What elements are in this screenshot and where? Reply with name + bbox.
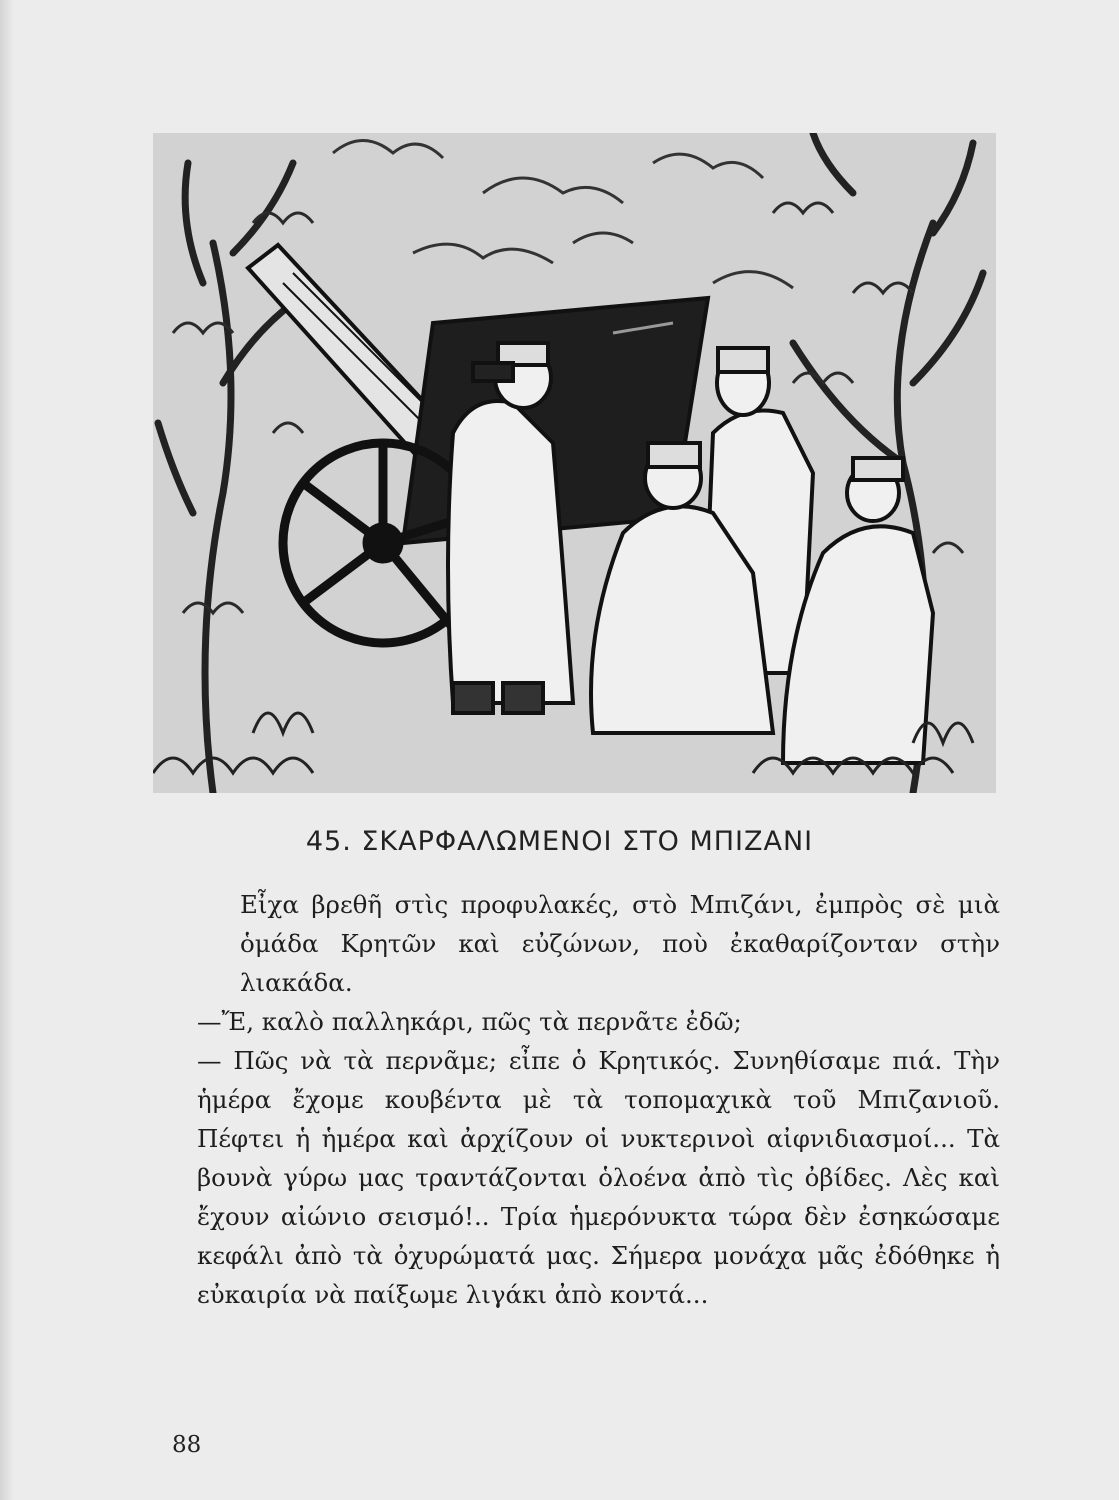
illustration-artillery-crew	[153, 133, 996, 793]
paragraph-answer: — Πῶς νὰ τὰ περνᾶμε; εἶπε ὁ Κρητικός. Συνηθίσαμε πιά. Τὴν ἡμέρα ἔχομε κουβέντα μὲ τὰ τοπομαχικὰ τοῦ Μπιζανιοῦ. Πέφτει ἡ ἡμέρα καὶ ἀρχίζουν οἱ νυκτερινοὶ αἰφνιδιασμοί... Τὰ βουνὰ γύρω μας τραντάζονται ὁλοένα ἀπὸ τὶς ὀβίδες. Λὲς καὶ ἔχουν αἰώνιο σεισμό!.. Τρία ἡμερόνυκτα τώρα δὲν ἐσηκώσαμε κεφάλι ἀπὸ τὰ ὀχυρώματά μας. Σήμερα μονάχα μᾶς ἐδόθηκε ἡ εὐκαιρία νὰ παίξωμε λιγάκι ἀπὸ κοντά...	[197, 1046, 1000, 1309]
page-number: 88	[172, 1432, 202, 1458]
paragraph-question: —Ἔ, καλὸ παλληκάρι, πῶς τὰ περνᾶτε ἐδῶ;	[197, 1007, 742, 1036]
paragraph-opening: Εἶχα βρεθῆ στὶς προφυλακές, στὸ Μπιζάνι, ἐμπρὸς σὲ μιὰ ὁμάδα Κρητῶν καὶ εὐζώνων, ποὺ ἐκαθαρίζονταν στὴν λιακάδα.	[240, 890, 1000, 997]
artillery-drawing	[153, 133, 996, 793]
chapter-title: 45. ΣΚΑΡΦΑΛΩΜΕΝΟΙ ΣΤΟ ΜΠΙΖΑΝΙ	[305, 826, 814, 857]
chapter-body	[197, 885, 1000, 1314]
page-binding-edge	[0, 0, 14, 1500]
